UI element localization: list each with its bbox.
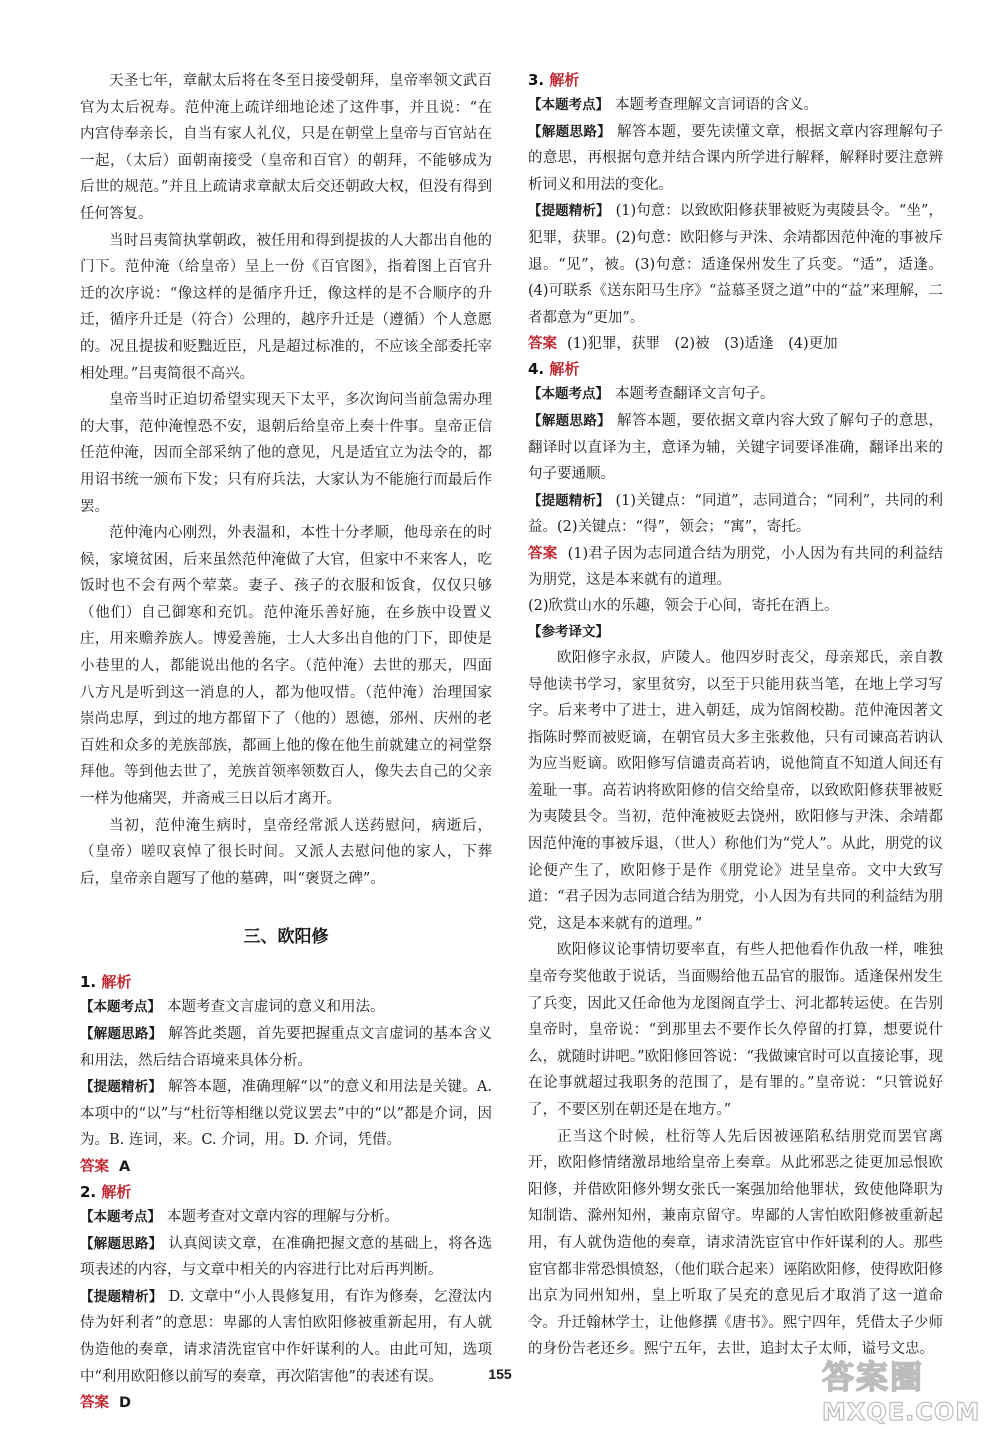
jingxi-tag: 【提题精析】 — [528, 203, 610, 220]
question-header — [528, 68, 943, 92]
answer-line — [80, 1390, 492, 1416]
answer-line-2: (2)欣赏山水的乐趣，领会于心间，寄托在酒上。 — [528, 597, 839, 614]
silu-item — [80, 1231, 492, 1284]
answer-tag: 答案 — [528, 545, 558, 562]
translation-paragraph: 当时吕夷简执掌朝政，被任用和得到提拔的人大都出自他的门下。范仲淹（给皇帝）呈上一份《百官图》，指着图上百官升迁的次序说：“像这样的是循序升迁，像这样的是不合顺序的升迁，循序升迁是（符合）公理的，越序升迁是（遵循）个人意愿的。况且提拔和贬黜近臣，凡是超过标准的，不应该全部委托宰相处理。”吕夷简很不高兴。 — [80, 232, 492, 382]
jingxi-tag: 【提题精析】 — [80, 1079, 163, 1096]
answer-tag: 答案 — [80, 1158, 109, 1175]
right-column — [528, 68, 943, 1363]
question-3 — [528, 68, 943, 357]
kaodian-text: 本题考查对文章内容的理解与分析。 — [167, 1208, 399, 1225]
reference-paragraph: 正当这个时候，杜衍等人先后因被诬陷私结朋党而罢官离开，欧阳修情绪激昂地给皇帝上奏章。从此邪恶之徒更加忌恨欧阳修，并借欧阳修外甥女张氏一案强加给他罪状，致使他降职为知制诰、滁州知州，兼南京留守。卑鄙的人害怕欧阳修被重新起用，有人就伪造他的奏章，请求清洗宦官中作奸谋利的人。那些宦官都非常恐惧愤怒，（他们联合起来）诬陷欧阳修，使得欧阳修出京为同州知州，皇上听取了吴充的意见后才取消了这一道命令。升迁翰林学士，让他修撰《唐书》。熙宁四年，凭借太子少师的身份告老还乡。熙宁五年，去世，追封太子太师，谥号文忠。 — [528, 1128, 943, 1358]
question-number: 4. — [528, 360, 545, 379]
jingxi-text: (1)句意：以致欧阳修获罪被贬为夷陵县令。“坐”，犯罪，获罪。(2)句意：欧阳修与尹洙、余靖都因范仲淹的事被斥退。“见”，被。(3)句意：适逢保州发生了兵变。“适”，适逢。(4)可联系《送东阳马生序》“益慕圣贤之道”中的“益”来理解，二者都意为“更加”。 — [528, 203, 943, 326]
reference-paragraph: 欧阳修议论事情切要率直，有些人把他看作仇敌一样，唯独皇帝夸奖他敢于说话，当面赐给他五品官的服饰。适逢保州发生了兵变，因此又任命他为龙图阁直学士、河北都转运使。在告别皇帝时，皇帝说：“到那里去不要作长久停留的打算，想要说什么，就随时讲吧。”欧阳修回答说：“我做谏官时可以直接论事，现在论事就超过我职务的范围了，是有罪的。”皇帝说：“只管说好了，不要区别在朝还是在地方。” — [528, 942, 943, 1118]
answer-value: A — [119, 1158, 131, 1175]
silu-item — [80, 1021, 492, 1074]
jingxi-text: (1)关键点：“同道”，志同道合；“同利”，共同的利益。(2)关键点：“得”，领会；“寓”，寄托。 — [528, 492, 943, 536]
kaodian-tag: 【本题考点】 — [80, 1208, 161, 1225]
kaodian-text: 本题考查翻译文言句子。 — [615, 386, 775, 403]
question-4 — [528, 357, 943, 619]
kaodian-tag: 【本题考点】 — [528, 386, 609, 403]
watermark-text-bottom: MXQE.COM — [822, 1398, 981, 1426]
analysis-label: 解析 — [549, 360, 580, 379]
silu-item — [528, 408, 943, 488]
page-number: 155 — [488, 1366, 512, 1382]
answer-line — [528, 331, 943, 357]
answer-line — [528, 541, 943, 593]
silu-text: 解答本题，要依据文章内容大致了解句子的意思，翻译时以直译为主，意译为辅，关键字词要译准确，翻译出来的句子要通顺。 — [528, 412, 943, 483]
silu-tag: 【解题思路】 — [80, 1235, 163, 1252]
kaodian-text: 本题考查文言虚词的意义和用法。 — [167, 999, 385, 1016]
answer-tag: 答案 — [528, 336, 557, 353]
watermark-logo — [822, 1352, 981, 1436]
silu-tag: 【解题思路】 — [528, 412, 611, 429]
question-1 — [80, 970, 492, 1180]
jingxi-text: 解答本题，准确理解“以”的意义和用法是关键。A. 本项中的“以”与“杜衍等相继以党议罢去”中的“以”都是介词，因为。B. 连词，来。C. 介词，用。D. 介词，凭借。 — [80, 1079, 493, 1149]
answer-line — [80, 1154, 492, 1180]
jingxi-text: D. 文章中“小人畏修复用，有诈为修奏，乞澄汰内侍为奸利者”的意思：卑鄙的人害怕欧阳修被重新起用，有人就伪造他的奏章，请求清洗宦官中作奸谋利的人。由此可知，选项中“利用欧阳修以前写的奏章，再次陷害他”的表述有误。 — [80, 1288, 493, 1385]
answer-value: (1)君子因为志同道合结为朋党，小人因为有共同的利益结为朋党，这是本来就有的道理。 — [528, 545, 943, 588]
analysis-label: 解析 — [549, 71, 580, 89]
silu-text: 解答此类题，首先要把握重点文言虚词的基本含义和用法，然后结合语境来具体分析。 — [80, 1026, 493, 1069]
question-number: 3. — [528, 71, 545, 89]
analysis-label: 解析 — [101, 973, 132, 992]
kaodian-item — [80, 1204, 492, 1231]
left-column — [80, 68, 492, 1416]
answer-tag: 答案 — [80, 1395, 109, 1412]
answer-value: (1)犯罪，获罪 (2)被 (3)适逢 (4)更加 — [567, 336, 838, 353]
silu-text: 认真阅读文章，在准确把握文意的基础上，将各选项表述的内容，与文章中相关的内容进行比对后再判断。 — [80, 1235, 493, 1279]
kaodian-item — [528, 92, 943, 119]
jingxi-item — [80, 1074, 492, 1154]
translation-paragraph: 当初，范仲淹生病时，皇帝经常派人送药慰问，病逝后，（皇帝）嗟叹哀悼了很长时间。又派人去慰问他的家人，下葬后，皇帝亲自题写了他的墓碑，叫“褒贤之碑”。 — [80, 817, 492, 887]
translation-paragraph: 范仲淹内心刚烈，外表温和，本性十分孝顺，他母亲在的时候，家境贫困，后来虽然范仲淹做了大官，但家中不来客人，吃饭时也不会有两个荤菜。妻子、孩子的衣服和饭食，仅仅只够（他们）自己御寒和充饥。范仲淹乐善好施，在乡族中设置义庄，用来赡养族人。博爱善施，士人大多出自他的门下，即使是小巷里的人，都能说出他的名字。（范仲淹）去世的那天，四面八方凡是听到这一消息的人，都为他叹惜。（范仲淹）治理国家崇尚忠厚，到过的地方都留下了（他的）恩德，邠州、庆州的老百姓和众多的羌族部族，都画上他的像在他生前就建立的祠堂祭拜他。等到他去世了，羌族首领率领数百人，像失去自己的父亲一样为他痛哭，并斋戒三日以后才离开。 — [80, 525, 492, 808]
watermark-text-top: 答案圈 — [822, 1358, 925, 1396]
kaodian-tag: 【本题考点】 — [80, 999, 161, 1016]
jingxi-tag: 【提题精析】 — [80, 1288, 163, 1305]
translation-paragraph: 天圣七年，章献太后将在冬至日接受朝拜，皇帝率领文武百官为太后祝寿。范仲淹上疏详细地论述了这件事，并且说：“在内宫侍奉亲长，自当有家人礼仪，只是在朝堂上皇帝与百官站在一起，（太后）面朝南接受（皇帝和百官）的朝拜，不能够成为后世的规范。”并且上疏请求章献太后交还朝政大权，但没有得到任何答复。 — [80, 73, 492, 222]
silu-item — [528, 119, 943, 199]
section-title: 三、欧阳修 — [243, 927, 329, 948]
jingxi-tag: 【提题精析】 — [528, 492, 610, 509]
question-header — [80, 970, 492, 994]
jingxi-item — [528, 488, 943, 541]
silu-tag: 【解题思路】 — [528, 123, 611, 140]
answer-value: D — [119, 1395, 132, 1412]
question-number: 1. — [80, 973, 97, 992]
silu-text: 解答本题，要先读懂文章，根据文章内容理解句子的意思，再根据句意并结合课内所学进行解释，解释时要注意辨析词义和用法的变化。 — [528, 123, 943, 193]
analysis-label: 解析 — [101, 1182, 132, 1201]
silu-tag: 【解题思路】 — [80, 1026, 163, 1042]
question-number: 2. — [80, 1182, 97, 1201]
question-header — [528, 357, 943, 381]
jingxi-item — [528, 198, 943, 331]
kaodian-item — [80, 994, 492, 1021]
reference-translation-tag: 【参考译文】 — [528, 623, 609, 640]
reference-paragraph: 欧阳修字永叔，庐陵人。他四岁时丧父，母亲郑氏，亲自教导他读书学习，家里贫穷，以至于只能用荻当笔，在地上学习写字。后来考中了进士，进入朝廷，成为馆阁校勘。范仲淹因著文指陈时弊而被贬谪，在朝官员大多主张救他，只有司谏高若讷认为应当贬谪。欧阳修写信谴责高若讷，说他简直不知道人间还有羞耻一事。高若讷将欧阳修的信交给皇帝，以致欧阳修获罪被贬为夷陵县令。当初，范仲淹被贬去饶州，欧阳修与尹洙、余靖都因范仲淹的事被斥退，（世人）称他们为“党人”。从此，朋党的议论便产生了，欧阳修于是作《朋党论》进呈皇帝。文中大致写道：“君子因为志同道合结为朋党，小人因为有共同的利益结为朋党，这是本来就有的道理。” — [528, 649, 943, 932]
kaodian-text: 本题考查理解文言词语的含义。 — [615, 97, 818, 113]
question-header — [80, 1180, 492, 1204]
kaodian-item — [528, 381, 943, 408]
translation-paragraph: 皇帝当时正迫切希望实现天下太平，多次询问当前急需办理的大事，范仲淹惶恐不安，退朝后给皇帝上奏十件事。皇帝正信任范仲淹，因而全部采纳了他的意见，凡是适宜立为法令的，都用诏书统一颁布下发；只有府兵法，大家认为不能施行而最后作罢。 — [80, 392, 492, 515]
kaodian-tag: 【本题考点】 — [528, 97, 609, 113]
